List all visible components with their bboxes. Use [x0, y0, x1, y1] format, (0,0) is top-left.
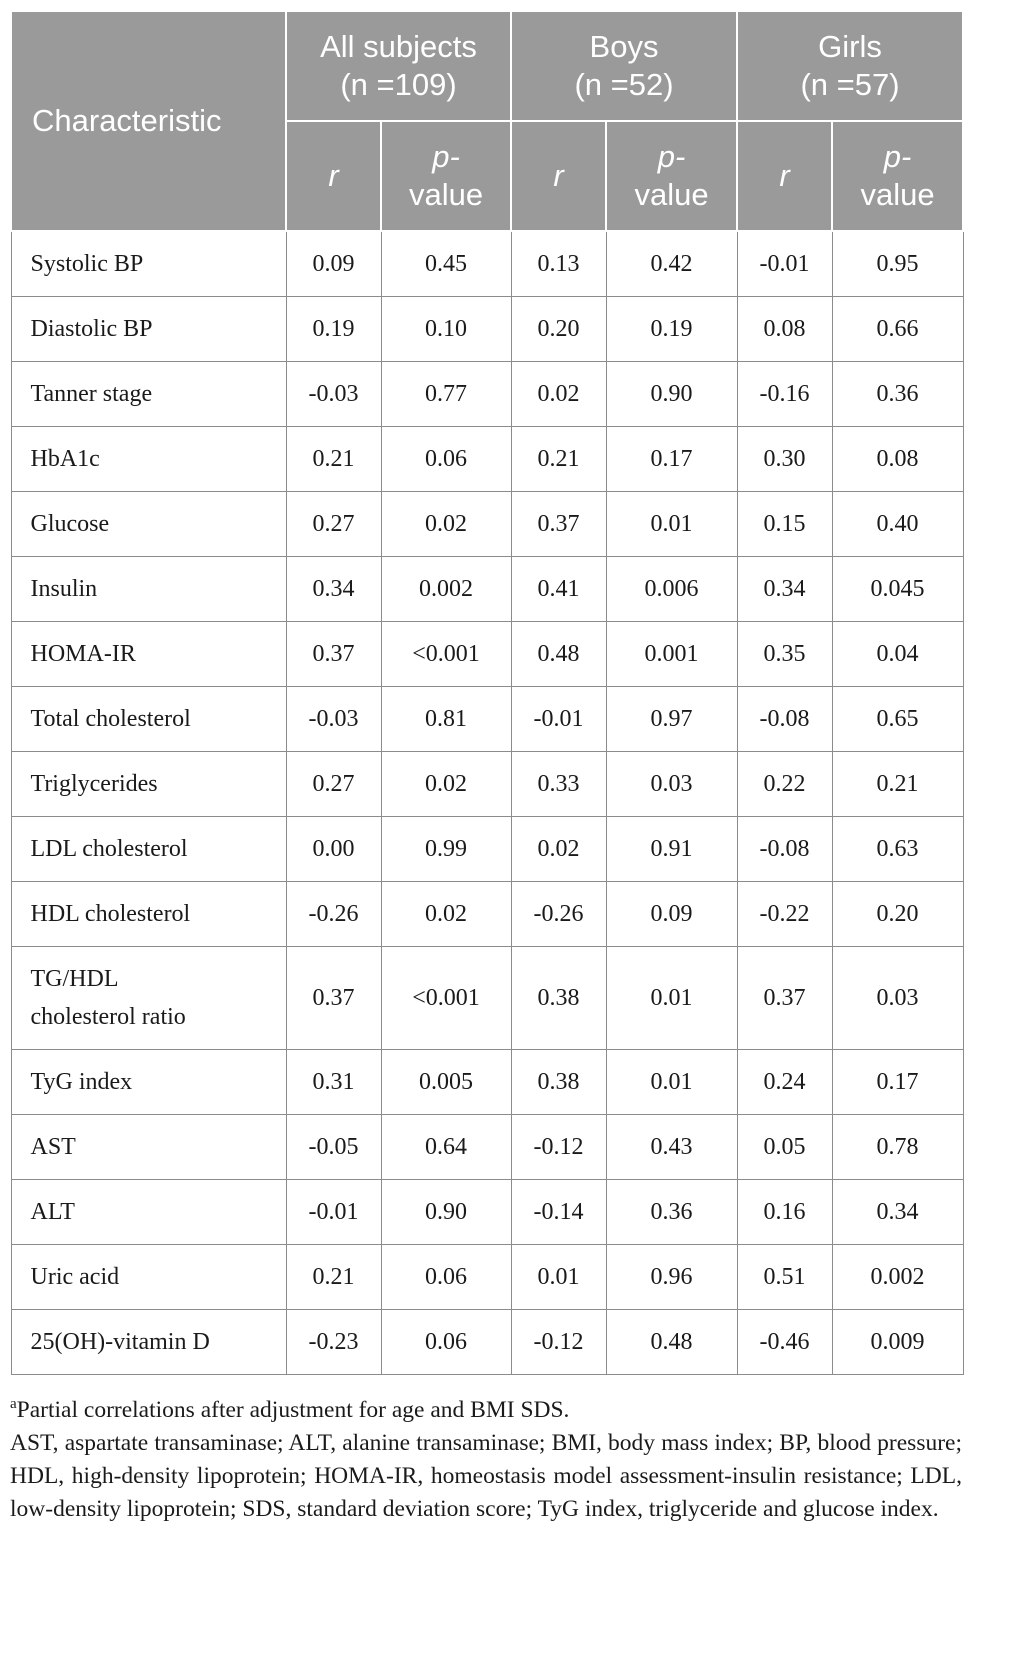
r-value-cell: 0.33: [511, 752, 606, 817]
p-value-cell: 0.42: [606, 231, 737, 297]
p-value-cell: 0.002: [832, 1245, 963, 1310]
r-value-cell: 0.21: [286, 427, 381, 492]
p-value-cell: 0.10: [381, 297, 511, 362]
r-value-cell: 0.27: [286, 492, 381, 557]
r-value-cell: 0.34: [737, 557, 832, 622]
r-value-cell: -0.12: [511, 1115, 606, 1180]
r-value-cell: 0.02: [511, 362, 606, 427]
p-value-cell: 0.09: [606, 882, 737, 947]
r-value-cell: -0.08: [737, 687, 832, 752]
row-label: [11, 492, 286, 557]
table-footnotes: [10, 1394, 962, 1526]
table-row: [11, 492, 963, 557]
p-value-cell: 0.08: [832, 427, 963, 492]
p-value-cell: <0.001: [381, 622, 511, 687]
r-value-cell: 0.51: [737, 1245, 832, 1310]
r-value-cell: 0.00: [286, 817, 381, 882]
r-value-cell: -0.01: [286, 1180, 381, 1245]
p-value-cell: 0.43: [606, 1115, 737, 1180]
row-label: [11, 362, 286, 427]
table-row: [11, 1050, 963, 1115]
row-label: [11, 1115, 286, 1180]
p-value-cell: 0.20: [832, 882, 963, 947]
r-value-cell: -0.23: [286, 1310, 381, 1375]
group-header-boys: [511, 11, 737, 121]
r-value-cell: 0.24: [737, 1050, 832, 1115]
group-n: (n =52): [574, 67, 674, 102]
p-value-header: [381, 121, 511, 231]
r-header: r: [286, 121, 381, 231]
table-row: [11, 427, 963, 492]
p-value-cell: 0.01: [606, 492, 737, 557]
row-label-text: Total cholesterol: [30, 705, 191, 732]
group-title: All subjects: [320, 29, 477, 64]
p-value-cell: 0.64: [381, 1115, 511, 1180]
r-header: r: [511, 121, 606, 231]
r-value-cell: 0.37: [737, 947, 832, 1050]
row-label-text: 25(OH)-vitamin D: [30, 1328, 210, 1355]
p-value-cell: 0.65: [832, 687, 963, 752]
p-value-cell: 0.36: [606, 1180, 737, 1245]
p-label: p-: [883, 139, 912, 174]
table-row: [11, 1180, 963, 1245]
r-value-cell: 0.48: [511, 622, 606, 687]
r-value-cell: 0.21: [511, 427, 606, 492]
r-value-cell: 0.38: [511, 947, 606, 1050]
row-label: [11, 817, 286, 882]
p-value-cell: 0.04: [832, 622, 963, 687]
r-value-cell: 0.27: [286, 752, 381, 817]
p-value-cell: 0.97: [606, 687, 737, 752]
p-value-cell: 0.002: [381, 557, 511, 622]
row-label: [11, 622, 286, 687]
r-value-cell: 0.15: [737, 492, 832, 557]
row-label: [11, 1180, 286, 1245]
r-value-cell: 0.02: [511, 817, 606, 882]
r-value-cell: 0.31: [286, 1050, 381, 1115]
footnote-marker: a: [10, 1396, 17, 1412]
r-value-cell: -0.26: [286, 882, 381, 947]
row-label-text: ALT: [30, 1198, 75, 1225]
row-label-text: Glucose: [30, 510, 110, 537]
table-row: [11, 752, 963, 817]
r-value-cell: -0.03: [286, 687, 381, 752]
r-value-cell: 0.37: [286, 622, 381, 687]
p-value-cell: 0.06: [381, 1310, 511, 1375]
row-label-text: Diastolic BP: [30, 315, 153, 342]
r-value-cell: -0.16: [737, 362, 832, 427]
p-value-cell: 0.001: [606, 622, 737, 687]
row-label: [11, 947, 286, 1050]
r-value-cell: 0.37: [286, 947, 381, 1050]
row-label-text: TyG index: [30, 1068, 133, 1095]
row-label-text: AST: [30, 1133, 76, 1160]
group-header-girls: [737, 11, 963, 121]
r-value-cell: 0.21: [286, 1245, 381, 1310]
row-label: [11, 1245, 286, 1310]
group-header-all-subjects: [286, 11, 511, 121]
row-label: [11, 882, 286, 947]
r-value-cell: 0.16: [737, 1180, 832, 1245]
p-value-cell: 0.78: [832, 1115, 963, 1180]
p-value-cell: 0.03: [832, 947, 963, 1050]
r-value-cell: 0.20: [511, 297, 606, 362]
r-value-cell: 0.08: [737, 297, 832, 362]
p-value-cell: 0.90: [606, 362, 737, 427]
p-value-cell: 0.36: [832, 362, 963, 427]
footnote-a-text: Partial correlations after adjustment for age and BMI SDS.: [16, 1397, 570, 1423]
table-row: [11, 1115, 963, 1180]
row-label: [11, 687, 286, 752]
p-value-header: [832, 121, 963, 231]
row-label: [11, 557, 286, 622]
value-label: value: [408, 177, 484, 212]
p-value-cell: 0.40: [832, 492, 963, 557]
r-value-cell: -0.03: [286, 362, 381, 427]
table-body: [11, 231, 963, 1375]
p-value-cell: 0.01: [606, 947, 737, 1050]
r-value-cell: -0.26: [511, 882, 606, 947]
r-value-cell: 0.19: [286, 297, 381, 362]
row-label-text: HOMA-IR: [30, 640, 136, 667]
p-value-cell: 0.045: [832, 557, 963, 622]
footnote-abbreviations: AST, aspartate transaminase; ALT, alanine transaminase; BMI, body mass index; BP, blood pressure; HDL, high-density lipoprotein; HOMA-IR, homeostasis model assessment-insulin resistance; LDL, low-density lipoprotein; SDS, standard deviation score; TyG index, triglyceride and glucose index.: [10, 1430, 962, 1522]
p-label: p-: [432, 139, 460, 174]
row-label: [11, 1050, 286, 1115]
row-label-text: Insulin: [30, 575, 98, 602]
row-label-text: Triglycerides: [30, 770, 158, 797]
table-header: [11, 11, 963, 231]
p-value-cell: 0.17: [606, 427, 737, 492]
r-value-cell: -0.08: [737, 817, 832, 882]
p-value-header: [606, 121, 737, 231]
p-value-cell: 0.009: [832, 1310, 963, 1375]
row-label-text: HbA1c: [30, 445, 100, 472]
r-value-cell: -0.01: [737, 231, 832, 297]
group-n: (n =57): [800, 67, 900, 102]
r-value-cell: 0.01: [511, 1245, 606, 1310]
p-value-cell: 0.99: [381, 817, 511, 882]
row-label-text: Tanner stage: [30, 380, 153, 407]
p-value-cell: 0.006: [606, 557, 737, 622]
p-label: p-: [657, 139, 686, 174]
r-value-cell: 0.13: [511, 231, 606, 297]
p-value-cell: 0.81: [381, 687, 511, 752]
table-row: [11, 1245, 963, 1310]
r-value-cell: -0.22: [737, 882, 832, 947]
p-value-cell: 0.48: [606, 1310, 737, 1375]
row-label: [11, 427, 286, 492]
table-row: [11, 362, 963, 427]
p-value-cell: 0.17: [832, 1050, 963, 1115]
p-value-cell: 0.02: [381, 882, 511, 947]
r-value-cell: 0.41: [511, 557, 606, 622]
p-value-cell: 0.90: [381, 1180, 511, 1245]
r-value-cell: -0.01: [511, 687, 606, 752]
correlation-table-container: [10, 10, 962, 1375]
footnote-a: [10, 1394, 962, 1427]
row-label-text-line2: cholesterol ratio: [30, 1004, 186, 1030]
r-value-cell: 0.22: [737, 752, 832, 817]
p-value-cell: 0.02: [381, 492, 511, 557]
row-label: [11, 231, 286, 297]
r-value-cell: -0.05: [286, 1115, 381, 1180]
table-row: [11, 687, 963, 752]
table-row: [11, 1310, 963, 1375]
value-label: value: [860, 177, 935, 212]
r-value-cell: 0.30: [737, 427, 832, 492]
table-row: [11, 231, 963, 297]
row-label: [11, 752, 286, 817]
table-row: [11, 882, 963, 947]
row-label: [11, 297, 286, 362]
p-value-cell: 0.06: [381, 1245, 511, 1310]
p-value-cell: 0.02: [381, 752, 511, 817]
r-value-cell: 0.37: [511, 492, 606, 557]
group-n: (n =109): [340, 67, 457, 102]
p-value-cell: 0.96: [606, 1245, 737, 1310]
r-value-cell: 0.09: [286, 231, 381, 297]
p-value-cell: 0.63: [832, 817, 963, 882]
row-label: [11, 1310, 286, 1375]
correlation-table: [10, 10, 964, 1375]
r-value-cell: -0.14: [511, 1180, 606, 1245]
row-label-text: LDL cholesterol: [30, 835, 188, 862]
p-value-cell: 0.19: [606, 297, 737, 362]
r-value-cell: 0.05: [737, 1115, 832, 1180]
p-value-cell: 0.21: [832, 752, 963, 817]
p-value-cell: 0.03: [606, 752, 737, 817]
row-label-text: Systolic BP: [30, 250, 144, 277]
characteristic-header: Characteristic: [11, 11, 286, 231]
r-value-cell: -0.46: [737, 1310, 832, 1375]
r-header: r: [737, 121, 832, 231]
table-row: [11, 622, 963, 687]
table-row: [11, 947, 963, 1050]
r-value-cell: 0.38: [511, 1050, 606, 1115]
row-label-text: TG/HDL: [30, 966, 119, 992]
p-value-cell: 0.45: [381, 231, 511, 297]
p-value-cell: <0.001: [381, 947, 511, 1050]
table-row: [11, 817, 963, 882]
group-title: Boys: [589, 29, 659, 64]
p-value-cell: 0.005: [381, 1050, 511, 1115]
p-value-cell: 0.77: [381, 362, 511, 427]
table-row: [11, 557, 963, 622]
value-label: value: [634, 177, 709, 212]
p-value-cell: 0.01: [606, 1050, 737, 1115]
group-title: Girls: [818, 29, 882, 64]
row-label-text: Uric acid: [30, 1263, 120, 1290]
row-label-text: HDL cholesterol: [30, 900, 191, 927]
r-value-cell: -0.12: [511, 1310, 606, 1375]
table-row: [11, 297, 963, 362]
p-value-cell: 0.95: [832, 231, 963, 297]
p-value-cell: 0.66: [832, 297, 963, 362]
r-value-cell: 0.35: [737, 622, 832, 687]
p-value-cell: 0.34: [832, 1180, 963, 1245]
p-value-cell: 0.91: [606, 817, 737, 882]
p-value-cell: 0.06: [381, 427, 511, 492]
r-value-cell: 0.34: [286, 557, 381, 622]
